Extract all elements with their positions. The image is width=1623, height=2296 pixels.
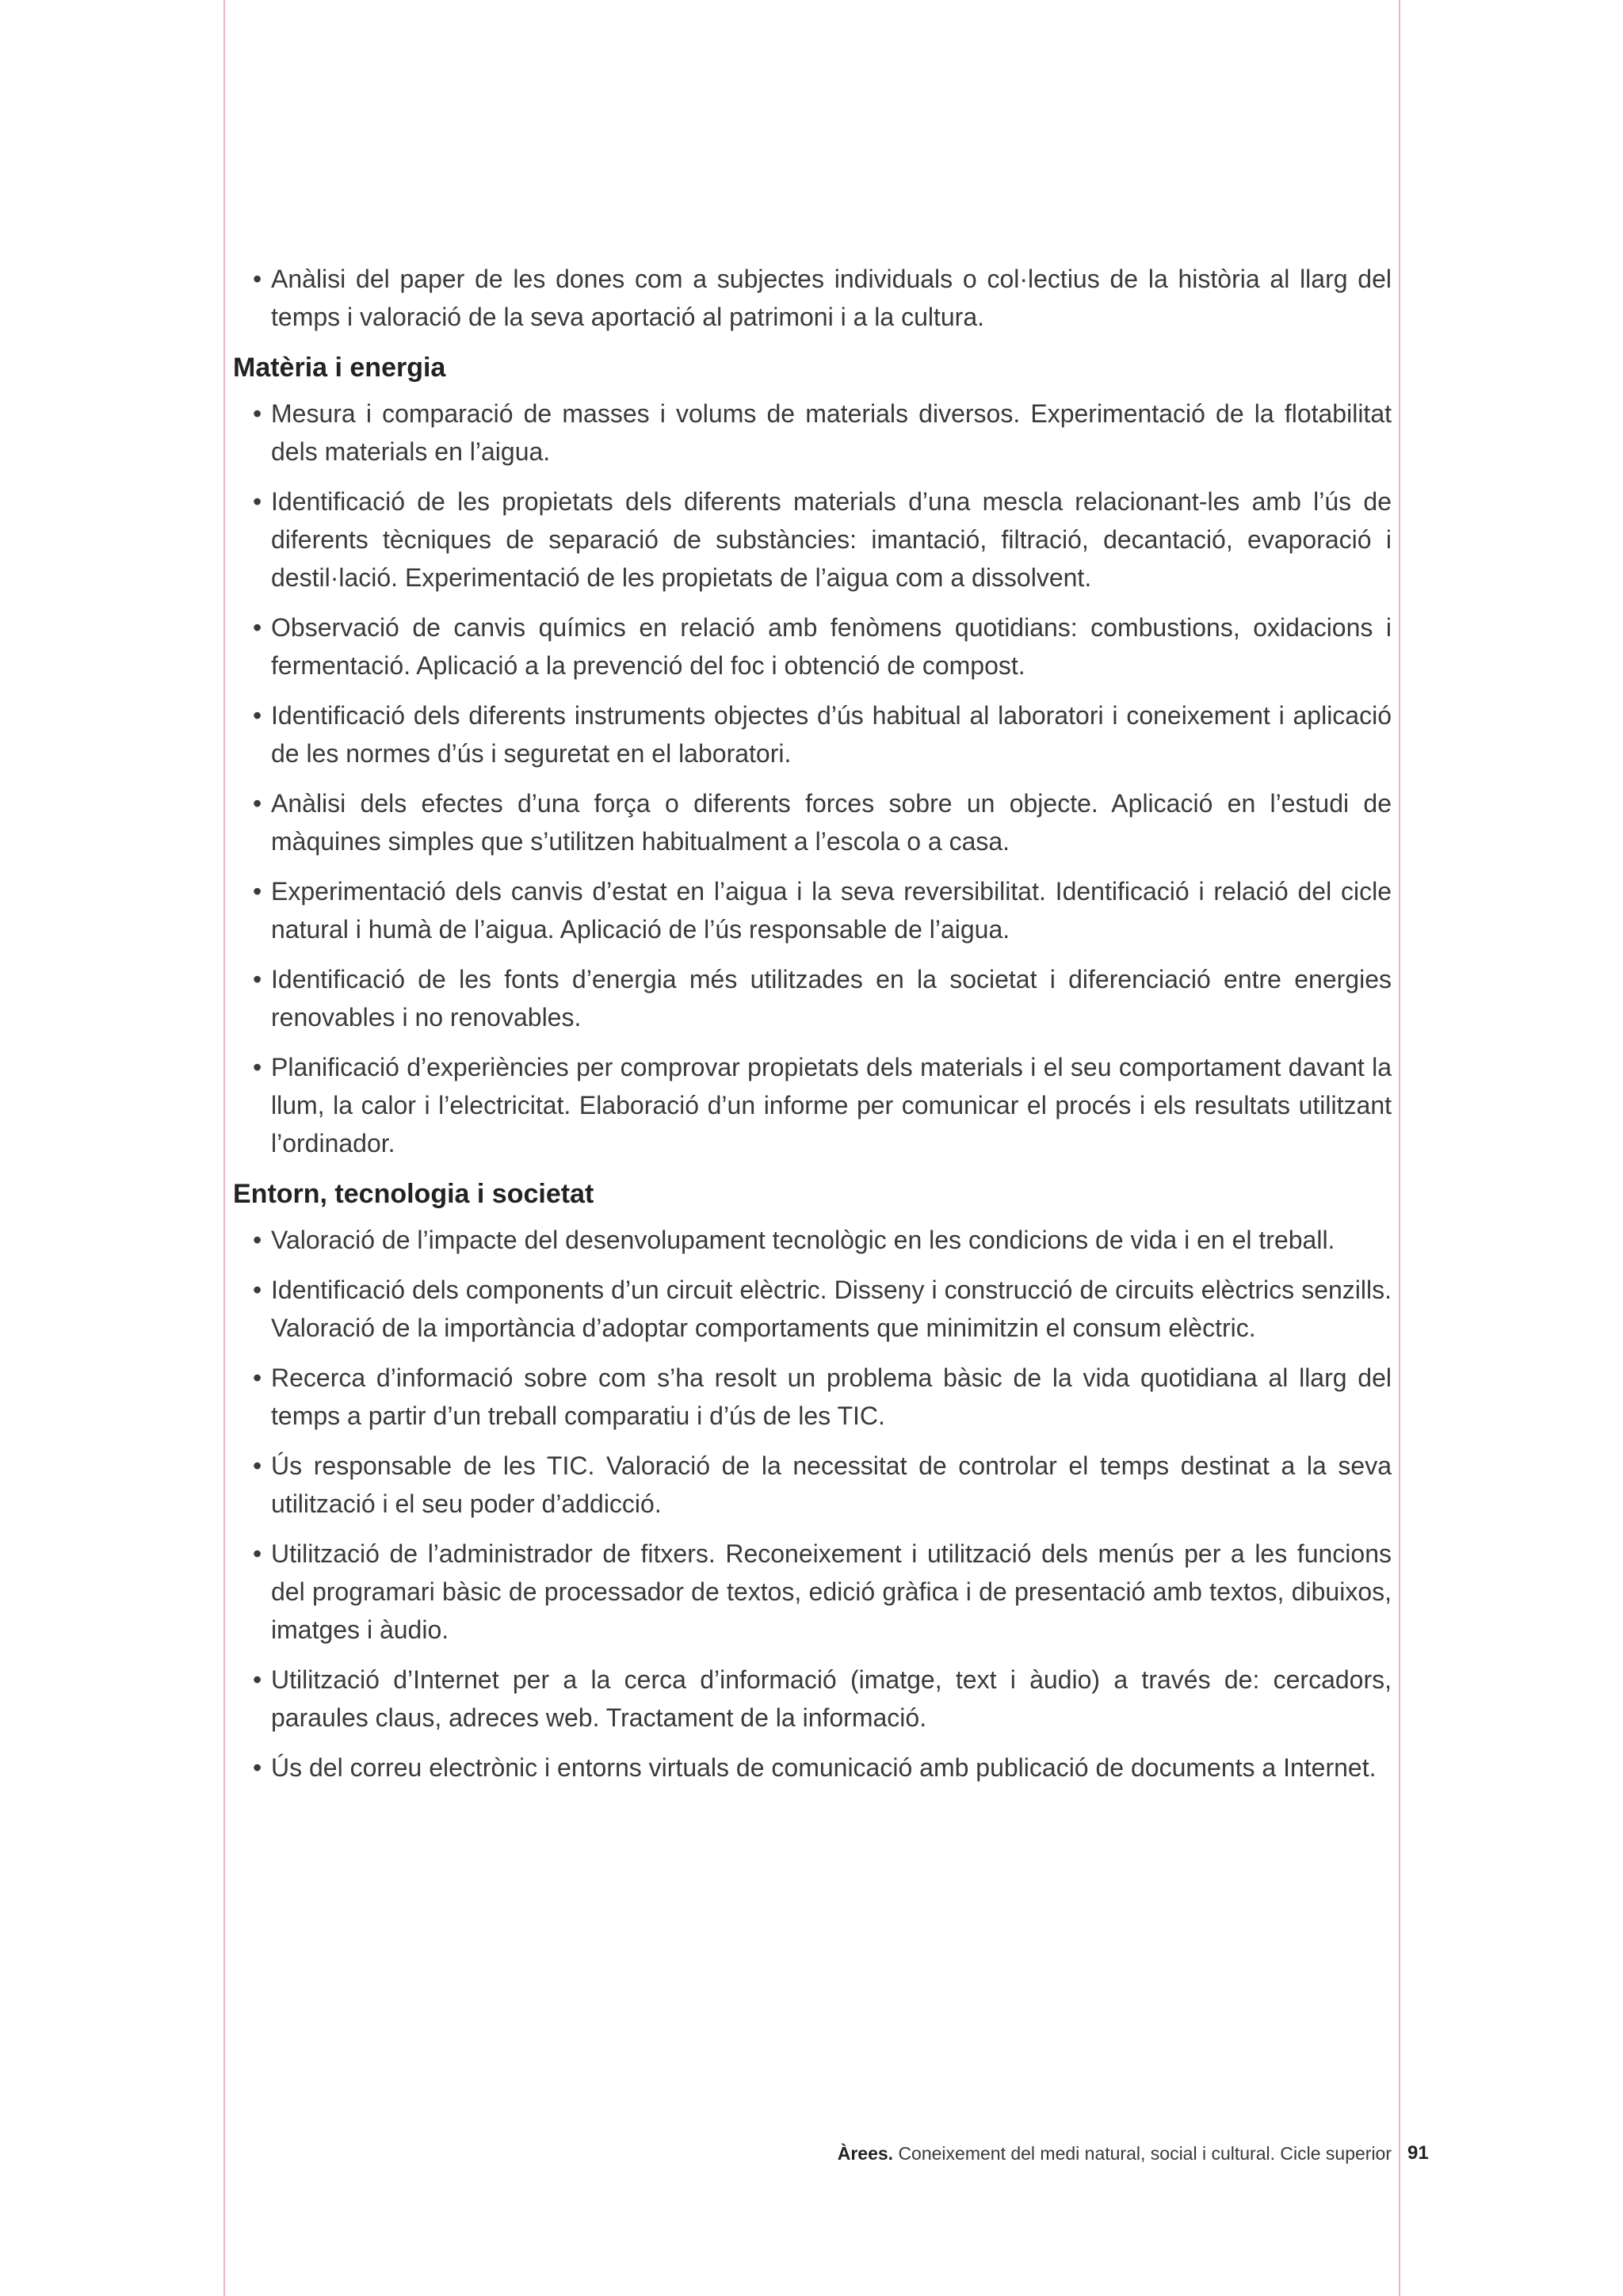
page-number: 91 bbox=[1407, 2142, 1429, 2164]
section-heading: Entorn, tecnologia i societat bbox=[233, 1179, 594, 1209]
list-item: • Valoració de l’impacte del desenvolupament tecnològic en les condicions de vida i en el treball. bbox=[233, 1221, 1392, 1259]
list-item: • Identificació dels components d’un circuit elèctric. Disseny i construcció de circuits elèctrics senzills. Valoració de la importància d’adoptar comportaments que minimitzin el consum elèctric. bbox=[233, 1271, 1392, 1347]
footer-section-label: Àrees. bbox=[837, 2143, 894, 2164]
right-margin-rule bbox=[1399, 0, 1400, 2296]
list-item: • Utilització d’Internet per a la cerca d’informació (imatge, text i àudio) a través de: cercadors, paraules claus, adreces web. Tractament de la informació. bbox=[233, 1661, 1392, 1737]
list-item: • Recerca d’informació sobre com s’ha resolt un problema bàsic de la vida quotidiana al llarg del temps a partir d’un treball comparatiu i d’ús de les TIC. bbox=[233, 1359, 1392, 1435]
list-item: • Planificació d’experiències per comprovar propietats dels materials i el seu comportament davant la llum, la calor i l’electricitat. Elaboració d’un informe per comunicar el procés i els resultats utilitzant l’ordinador. bbox=[233, 1048, 1392, 1162]
list-item: • Ús responsable de les TIC. Valoració de la necessitat de controlar el temps destinat a la seva utilització i el seu poder d’addicció. bbox=[233, 1447, 1392, 1523]
section-entorn-tecnologia-i-societat bbox=[233, 1175, 1392, 1787]
left-margin-rule bbox=[223, 0, 225, 2296]
footer-title: Coneixement del medi natural, social i cultural. Cicle superior bbox=[898, 2143, 1392, 2164]
list-item: • Observació de canvis químics en relació amb fenòmens quotidians: combustions, oxidacions i fermentació. Aplicació a la prevenció del foc i obtenció de compost. bbox=[233, 608, 1392, 685]
section-heading: Matèria i energia bbox=[233, 353, 446, 383]
list-item: • Ús del correu electrònic i entorns virtuals de comunicació amb publicació de documents a Internet. bbox=[233, 1749, 1392, 1787]
section-intro bbox=[233, 260, 1392, 336]
list-item: • Utilització de l’administrador de fitxers. Reconeixement i utilització dels menús per a les funcions del programari bàsic de processador de textos, edició gràfica i de presentació amb textos, dibuixos, imatges i àudio. bbox=[233, 1535, 1392, 1649]
page-footer bbox=[838, 2141, 1392, 2166]
list-item: • Anàlisi del paper de les dones com a subjectes individuals o col·lectius de la història al llarg del temps i valoració de la seva aportació al patrimoni i a la cultura. bbox=[233, 260, 1392, 336]
list-item: • Mesura i comparació de masses i volums de materials diversos. Experimentació de la flotabilitat dels materials en l’aigua. bbox=[233, 395, 1392, 471]
list-item: • Anàlisi dels efectes d’una força o diferents forces sobre un objecte. Aplicació en l’estudi de màquines simples que s’utilitzen habitualment a l’escola o a casa. bbox=[233, 784, 1392, 860]
list-item: • Identificació dels diferents instruments objectes d’ús habitual al laboratori i coneixement i aplicació de les normes d’ús i seguretat en el laboratori. bbox=[233, 696, 1392, 772]
list-item: • Identificació de les propietats dels diferents materials d’una mescla relacionant-les amb l’ús de diferents tècniques de separació de substàncies: imantació, filtració, decantació, evaporació i destil·lació. Experimentació de les propietats de l’aigua com a dissolvent. bbox=[233, 482, 1392, 597]
list-item: • Experimentació dels canvis d’estat en l’aigua i la seva reversibilitat. Identificació i relació del cicle natural i humà de l’aigua. Aplicació de l’ús responsable de l’aigua. bbox=[233, 872, 1392, 948]
section-materia-i-energia bbox=[233, 349, 1392, 1162]
list-item: • Identificació de les fonts d’energia més utilitzades en la societat i diferenciació entre energies renovables i no renovables. bbox=[233, 960, 1392, 1036]
page-content bbox=[233, 260, 1392, 1798]
